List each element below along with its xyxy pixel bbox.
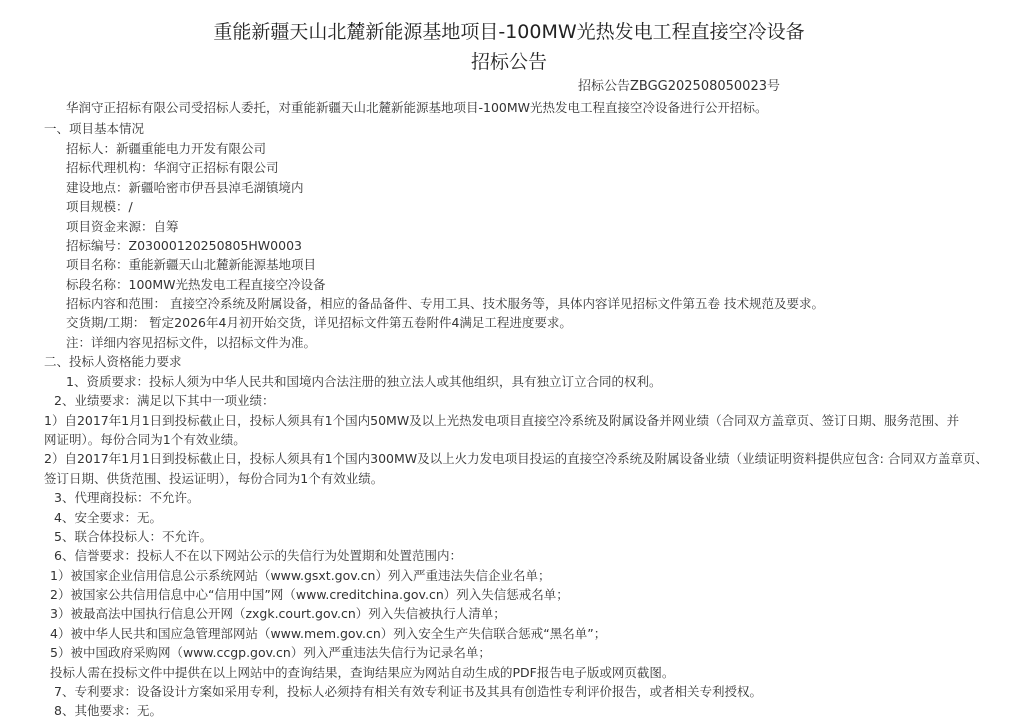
req-consortium: 5、联合体投标人：不允许。 <box>54 529 212 544</box>
field-delivery: 交货期/工期： 暂定2026年4月初开始交货，详见招标文件第五卷附件4满足工程进度要求。 <box>66 315 572 330</box>
req-performance: 2、业绩要求：满足以下其中一项业绩： <box>54 393 275 408</box>
credit-item-5: 5）被中国政府采购网（www.ccgp.gov.cn）列入严重违法失信行为记录名单； <box>50 645 491 660</box>
credit-item-3: 3）被最高法中国执行信息公开网（zxgk.court.gov.cn）列入失信被执行人清单； <box>50 606 506 621</box>
notice-subtitle: 招标公告 <box>470 51 547 73</box>
req-performance-1-line1: 1）自2017年1月1日到投标截止日，投标人须具有1个国内50MW及以上光热发电项目直接空冷系统及附属设备并网业绩（合同双方盖章页、签订日期、服务范围、并 <box>44 413 960 428</box>
intro-paragraph: 华润守正招标有限公司受招标人委托，对重能新疆天山北麓新能源基地项目-100MW光热发电工程直接空冷设备进行公开招标。 <box>66 100 768 115</box>
field-scale: 项目规模：/ <box>66 199 133 214</box>
field-fund-source: 项目资金来源：自筹 <box>66 219 179 234</box>
field-tender-number: 招标编号：Z03000120250805HW0003 <box>66 238 302 253</box>
req-credit: 6、信誉要求：投标人不在以下网站公示的失信行为处置期和处置范围内： <box>54 548 462 563</box>
req-agent: 3、代理商投标：不允许。 <box>54 490 200 505</box>
section-heading-1: 一、项目基本情况 <box>44 121 145 136</box>
req-other: 8、其他要求：无。 <box>54 703 162 718</box>
field-location: 建设地点：新疆哈密市伊吾县淖毛湖镇境内 <box>66 180 304 195</box>
req-safety: 4、安全要求：无。 <box>54 510 162 525</box>
req-performance-2-line1: 2）自2017年1月1日到投标截止日，投标人须具有1个国内300MW及以上火力发电项目投运的直接空冷系统及附属设备业绩（业绩证明资料提供应包含: 合同双方盖章页、 <box>44 451 988 466</box>
credit-item-1: 1）被国家企业信用信息公示系统网站（www.gsxt.gov.cn）列入严重违法失信企业名单； <box>50 568 551 583</box>
credit-note: 投标人需在投标文件中提供在以上网站中的查询结果，查询结果应为网站自动生成的PDF报告电子版或网页截图。 <box>50 665 675 680</box>
field-tenderer: 招标人：新疆重能电力开发有限公司 <box>66 141 267 156</box>
req-performance-2-line2: 签订日期、供货范围、投运证明），每份合同为1个有效业绩。 <box>44 471 384 486</box>
req-patent: 7、专利要求：设备设计方案如采用专利，投标人必须持有相关有效专利证书及其具有创造性专利评价报告，或者相关专利授权。 <box>54 684 762 699</box>
req-performance-1-line2: 网证明）。每份合同为1个有效业绩。 <box>44 432 246 447</box>
field-scope: 招标内容和范围： 直接空冷系统及附属设备，相应的备品备件、专用工具、技术服务等，具体内容详见招标文件第五卷 技术规范及要求。 <box>66 296 824 311</box>
req-qualification: 1、资质要求：投标人须为中华人民共和国境内合法注册的独立法人或其他组织，具有独立订立合同的权利。 <box>66 374 662 389</box>
credit-item-2: 2）被国家公共信用信息中心“信用中国”网（www.creditchina.gov.cn）列入失信惩戒名单； <box>50 587 569 602</box>
notice-number: 招标公告ZBGG202508050023号 <box>578 79 780 94</box>
field-agency: 招标代理机构：华润守正招标有限公司 <box>66 160 279 175</box>
field-project-name: 项目名称：重能新疆天山北麓新能源基地项目 <box>66 257 317 272</box>
section-heading-2: 二、投标人资格能力要求 <box>44 354 182 369</box>
notice-title: 重能新疆天山北麓新能源基地项目-100MW光热发电工程直接空冷设备 <box>213 21 805 43</box>
credit-item-4: 4）被中华人民共和国应急管理部网站（www.mem.gov.cn）列入安全生产失信联合惩戒“黑名单”； <box>50 626 607 641</box>
field-lot-name: 标段名称：100MW光热发电工程直接空冷设备 <box>66 277 326 292</box>
field-note: 注：详细内容见招标文件，以招标文件为准。 <box>66 335 317 350</box>
